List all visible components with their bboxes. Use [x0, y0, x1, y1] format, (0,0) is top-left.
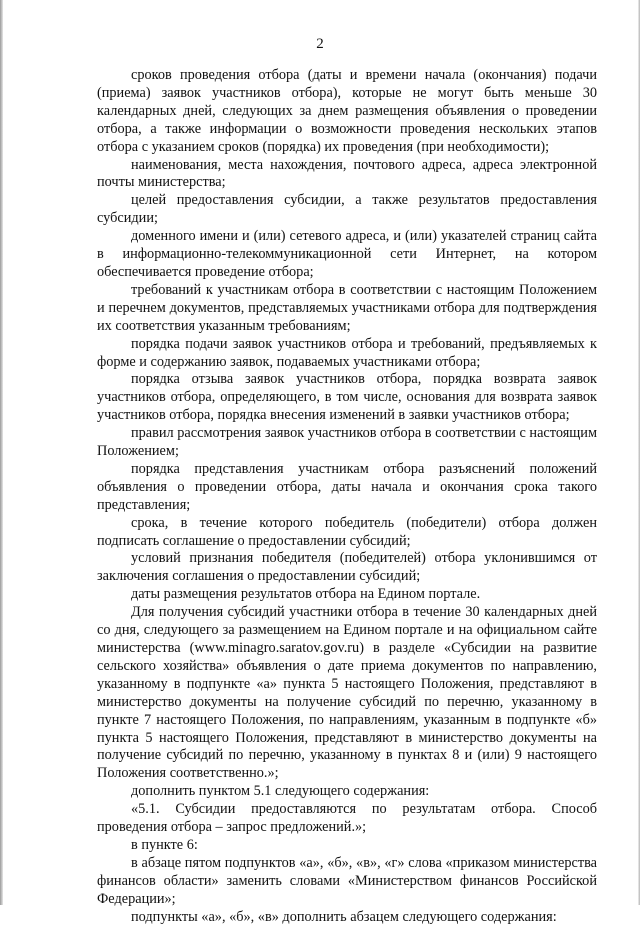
paragraph: Для получения субсидий участники отбора в течение 30 календарных дней со дня, следующего за размещением на Едином портале и на официальном сайте министерства (www.minagro.saratov.gov.ru) в разделе «Субсидии на развитие сельского хозяйства» объявления о дате приема документов по направлению, указанному в подпункте «а» пункта 5 настоящего Положения, представляют в министерство документы на получение субсидий по перечню, указанному в пункте 7 настоящего Положения, по направлениям, указанным в подпункте «б» пункта 5 настоящего Положения, представляют в министерство документы на получение субсидий по перечню, указанному в пунктах 8 и (или) 9 настоящего Положения соответственно.»;	[97, 604, 597, 782]
paragraph: порядка подачи заявок участников отбора и требований, предъявляемых к форме и содержанию заявок, подаваемых участниками отбора;	[97, 335, 597, 370]
paragraph: сроков проведения отбора (даты и времени начала (окончания) подачи (приема) заявок участников отбора), которые не могут быть меньше 30 календарных дней, следующих за днем размещения объявления о проведении отбора, а также информации о возможности проведения нескольких этапов отбора с указанием сроков (порядка) их проведения (при необходимости);	[97, 67, 597, 155]
paragraph: «5.1. Субсидии предоставляются по результатам отбора. Способ проведения отбора – запрос предложений.»;	[97, 801, 597, 836]
paragraph: даты размещения результатов отбора на Едином портале.	[131, 586, 481, 603]
paragraph: правил рассмотрения заявок участников отбора в соответствии с настоящим Положением;	[97, 425, 597, 460]
document-body	[97, 67, 597, 927]
scan-edge-left	[0, 0, 3, 905]
paragraph: в абзаце пятом подпунктов «а», «б», «в», «г» слова «приказом министерства финансов области» заменить словами «Министерством финансов Российской Федерации»;	[97, 854, 597, 907]
paragraph: целей предоставления субсидии, а также результатов предоставления субсидии;	[97, 192, 597, 227]
paragraph: подпункты «а», «б», «в» дополнить абзацем следующего содержания:	[131, 908, 557, 925]
paragraph: порядка отзыва заявок участников отбора, порядка возврата заявок участников отбора, определяющего, в том числе, основания для возврата заявок участников отбора, порядка внесения изменений в заявки участников отбора;	[97, 371, 597, 424]
paragraph: порядка представления участникам отбора разъяснений положений объявления о проведении отбора, даты начала и окончания срока такого представления;	[97, 460, 597, 513]
paragraph: требований к участникам отбора в соответствии с настоящим Положением и перечнем документов, представляемых участниками отбора для подтверждения их соответствия указанным требованиям;	[97, 281, 597, 334]
paragraph: условий признания победителя (победителей) отбора уклонившимся от заключения соглашения о предоставлении субсидий;	[97, 550, 597, 585]
paragraph: наименования, места нахождения, почтового адреса, адреса электронной почты министерства;	[97, 156, 597, 191]
paragraph: доменного имени и (или) сетевого адреса, и (или) указателей страниц сайта в информационно-телекоммуникационной сети Интернет, на котором обеспечивается проведение отбора;	[97, 228, 597, 280]
paragraph: в пункте 6:	[131, 836, 198, 853]
paragraph: срока, в течение которого победитель (победители) отбора должен подписать соглашение о предоставлении субсидий;	[97, 514, 597, 549]
page-number: 2	[316, 36, 324, 52]
paragraph: дополнить пунктом 5.1 следующего содержания:	[131, 783, 430, 800]
